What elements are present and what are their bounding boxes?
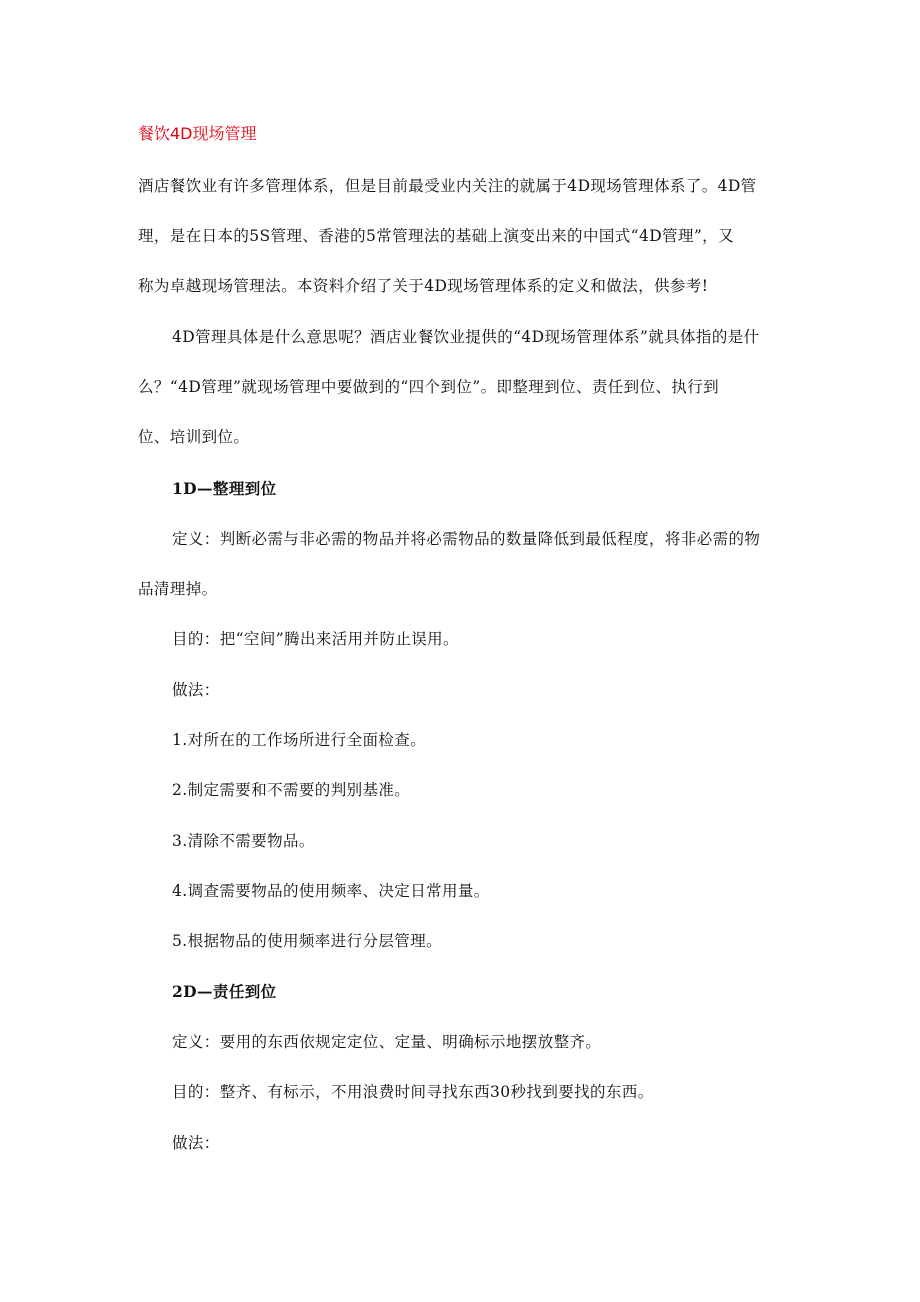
para2-line-2: 么？“4D管理”就现场管理中要做到的“四个到位”。即整理到位、责任到位、执行到 — [138, 378, 720, 396]
section1-heading: 1D—整理到位 — [172, 479, 277, 498]
intro-line-1: 酒店餐饮业有许多管理体系，但是目前最受业内关注的就属于4D现场管理体系了。4D管 — [138, 177, 757, 195]
section2-definition: 定义：要用的东西依规定定位、定量、明确标示地摆放整齐。 — [172, 1033, 602, 1051]
section2-heading: 2D—责任到位 — [172, 982, 277, 1001]
section1-step-2: 2.制定需要和不需要的判别基准。 — [172, 781, 411, 799]
document-title: 餐饮4D现场管理 — [138, 124, 257, 143]
section1-step-4: 4.调查需要物品的使用频率、决定日常用量。 — [172, 882, 490, 900]
section1-step-5: 5.根据物品的使用频率进行分层管理。 — [172, 932, 442, 950]
section1-definition-line-2: 品清理掉。 — [138, 580, 218, 598]
intro-line-3: 称为卓越现场管理法。本资料介绍了关于4D现场管理体系的定义和做法，供参考! — [138, 277, 709, 295]
section1-definition-line-1: 定义：判断必需与非必需的物品并将必需物品的数量降低到最低程度，将非必需的物 — [172, 530, 761, 548]
section1-step-1: 1.对所在的工作场所进行全面检查。 — [172, 731, 427, 749]
section2-method-label: 做法： — [172, 1134, 220, 1152]
para2-line-1: 4D管理具体是什么意思呢？酒店业餐饮业提供的“4D现场管理体系”就具体指的是什 — [172, 328, 760, 346]
section2-purpose: 目的：整齐、有标示，不用浪费时间寻找东西30秒找到要找的东西。 — [172, 1083, 654, 1101]
section1-purpose: 目的：把“空间”腾出来活用并防止误用。 — [172, 630, 459, 648]
section1-method-label: 做法： — [172, 681, 220, 699]
section1-step-3: 3.清除不需要物品。 — [172, 832, 315, 850]
intro-line-2: 理，是在日本的5S管理、香港的5常管理法的基础上演变出来的中国式“4D管理”，又 — [138, 227, 734, 245]
para2-line-3: 位、培训到位。 — [138, 428, 250, 446]
